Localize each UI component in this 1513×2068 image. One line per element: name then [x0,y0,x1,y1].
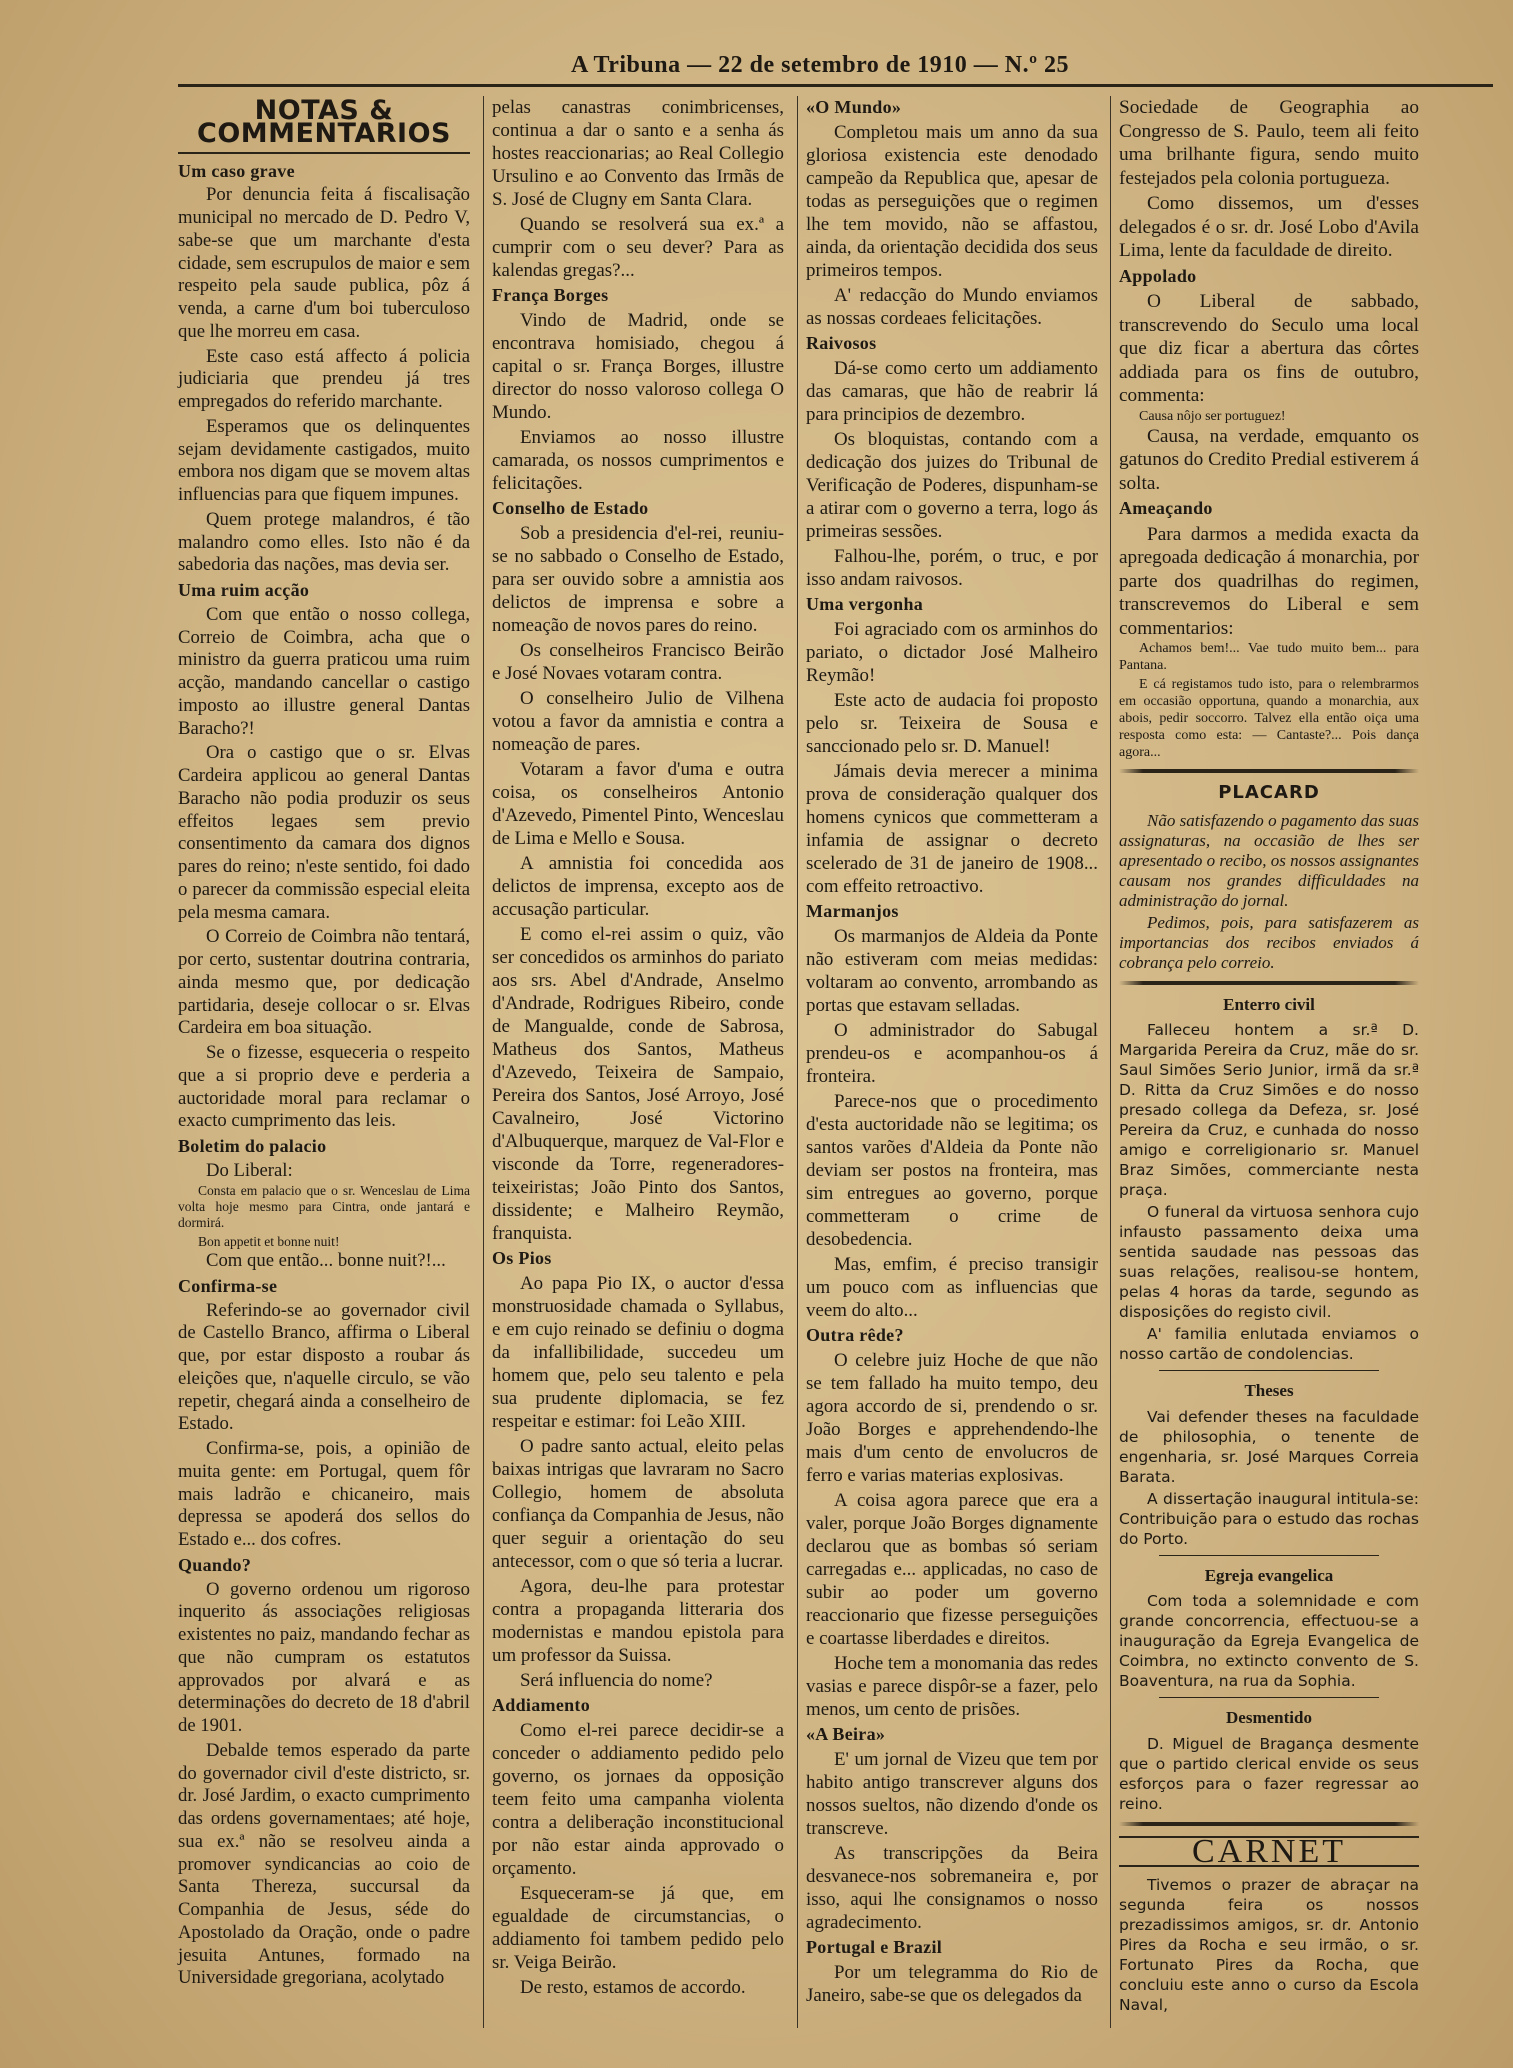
paragraph: A' redacção do Mundo enviamos as nossas cordeaes felicitações. [806,285,1098,329]
headline-uma-vergonha: Uma vergonha [806,594,924,614]
paragraph: Sociedade de Geographia ao Congresso de S. Paulo, teem ali feito uma brilhante figura, sendo muito festejados pela colonia portugueza. [1119,97,1419,189]
paragraph: Por um telegramma do Rio de Janeiro, sabe-se que os delegados da [806,1962,1098,2006]
headline-confirma-se: Confirma-se [178,1275,278,1296]
headline-egreja-evangelica: Egreja evangelica [1204,1565,1334,1585]
column-3 [806,96,1098,2007]
headline-um-caso-grave: Um caso grave [178,160,295,181]
page-header: A Tribuna — 22 de setembro de 1910 — N.º 25 [570,52,1070,78]
paragraph: Sob a presidencia d'el-rei, reuniu-se no sabbado o Conselho de Estado, para ser ouvido sobre a amnistia aos delictos de imprensa e sobre a nomeação de novos pares do reino. [492,523,784,636]
paragraph: Vai defender theses na faculdade de philosophia, o tenente de engenharia, sr. José Marques Correia Barata. [1119,1407,1419,1486]
paragraph: Com que então o nosso collega, Correio de Coimbra, acha que o ministro da guerra praticou uma ruim acção, mandando cancellar o castigo imposto ao illustre general Dantas Baracho?! [178,603,470,739]
paragraph: Com toda a solemnidade e com grande concorrencia, effectuou-se a inauguração da Egreja Evangelica de Coimbra, no extincto convento de S. Boaventura, na rua da Sophia. [1119,1592,1419,1690]
paragraph: Parece-nos que o procedimento d'esta auctoridade não se legitima; os santos varões d'Aldeia da Ponte não deviam ser postos na fronteira, mas sim entregues ao governo, porque commetteram o crime de desobedencia. [806,1091,1098,1250]
quote: Bon appetit et bonne nuit! [198,1233,340,1249]
quote-block [178,1183,470,1251]
paragraph: Vindo de Madrid, onde se encontrava homisiado, chegou á capital o sr. França Borges, illustre director do nosso valoroso collega O Mundo. [492,310,784,423]
paragraph: Como dissemos, um d'esses delegados é o sr. dr. José Lobo d'Avila Lima, lente da faculdade de direito. [1119,193,1419,261]
paragraph: Os bloquistas, contando com a dedicação dos juizes do Tribunal de Verificação de Poderes, dispunham-se a atirar com o governo a terra, logo ás primeiras sessões. [806,429,1098,542]
quote-block [1119,640,1419,761]
paragraph: O Correio de Coimbra não tentará, por certo, sustentar doutrina contraria, ainda mesmo que, por dedicação partidaria, deseje collocar o sr. Elvas Cardeira em boa situação. [178,926,470,1039]
paragraph: Falhou-lhe, porém, o truc, e por isso andam raivosos. [806,546,1098,590]
paragraph: As transcripções da Beira desvanece-nos sobremaneira e, por isso, aqui lhe consignamos o nosso agradecimento. [806,1843,1098,1933]
headline-boletim: Boletim do palacio [178,1136,327,1156]
section-title: NOTAS & COMMENTARIOS [178,100,470,154]
carnet-block [1119,1875,1419,2015]
paragraph: O Liberal de sabbado, transcrevendo do Seculo uma local que diz ficar a abertura das côrtes addiada para os fins de outubro, commenta: [1119,291,1419,406]
paragraph: Enviamos ao nosso illustre camarada, os nossos cumprimentos e felicitações. [492,427,784,494]
paragraph: Este acto de audacia foi proposto pelo sr. Teixeira de Sousa e sanccionado pelo sr. D. Manuel! [806,690,1098,757]
paragraph: Votaram a favor d'uma e outra coisa, os conselheiros Antonio d'Azevedo, Pimentel Pinto, Wenceslau de Lima e Mello e Sousa. [492,759,784,849]
paragraph: Ora o castigo que o sr. Elvas Cardeira applicou ao general Dantas Baracho não podia produzir os seus effeitos legaes sem previo consentimento da camara dos dignos pares do reino; n'este sentido, foi dado o parecer da commissão especial eleita pela mesma camara. [178,742,470,923]
divider [1159,1370,1379,1371]
column-4 [1119,96,1419,2015]
paragraph: Os marmanjos de Aldeia da Ponte não estiveram com meias medidas: voltaram ao convento, arrombando as portas que estavam selladas. [806,926,1098,1016]
paragraph: Quem protege malandros, é tão malandro como elles. Isto não é da sabedoria das nações, mas devia ser. [178,508,470,576]
headline-addiamento: Addiamento [492,1695,591,1715]
paragraph: Jámais devia merecer a minima prova de consideração qualquer dos homens cynicos que commetteram a infamia de assignar o decreto scelerado de 31 de janeiro de 1908... com effeito retroactivo. [806,761,1098,897]
quote: E cá registamos tudo isto, para o relembrarmos em occasião opportuna, quando a monarchia, aux abois, pedir soccorro. Talvez ella então oiça uma resposta como esta: — Cantaste?... Pois dança agora... [1119,677,1419,760]
paragraph: E como el-rei assim o quiz, vão ser concedidos os arminhos do pariato aos srs. Abel d'Andrade, Anselmo d'Andrade, Rodrigues Ribeiro, conde de Mangualde, conde de Sabrosa, Matheus dos Santos, Matheus d'Azevedo, Teixeira de Sampaio, Pereira dos Santos, José Arroyo, José Cavalneiro, José Victorino d'Albuquerque, marquez de Val-Flor e visconde da Torre, regeneradores-teixeiristas; João Pinto dos Santos, dissidente; e Malheiro Reymão, franquista. [492,924,784,1244]
column-1 [178,96,470,1990]
paragraph: Foi agraciado com os arminhos do pariato, o dictador José Malheiro Reymão! [806,619,1098,686]
paragraph: Será influencia do nome? [520,1670,713,1691]
column-divider [483,96,484,2028]
paragraph: Ao papa Pio IX, o auctor d'essa monstruosidade chamada o Syllabus, e em cujo reinado se definiu o dogma da infallibilidade, succedeu um homem que, pelo seu talento e pela sua prudente diplomacia, se fez respeitar e estimar: foi Leão XIII. [492,1273,784,1432]
headline-appolado: Appolado [1119,265,1197,286]
column-divider [797,96,798,2028]
paragraph: A coisa agora parece que era a valer, porque João Borges dignamente declarou que as bombas só seriam carregadas e... applicadas, no caso de subir ao poder um governo reaccionario que fizesse perseguições e coartasse liberdades e direitos. [806,1490,1098,1649]
paragraph: Tivemos o prazer de abraçar na segunda feira os nossos prezadissimos amigos, sr. dr. Antonio Pires da Rocha e seu irmão, o sr. Fortunato Pires da Rocha, que concluiu este anno o curso da Escola Naval, [1119,1876,1419,2014]
paragraph: Esperamos que os delinquentes sejam devidamente castigados, muito embora nos digam que se movem altas influencias para que fiquem impunes. [178,415,470,505]
paragraph: D. Miguel de Bragança desmente que o partido clerical envide os seus esforços para o fazer regressar ao reino. [1119,1734,1419,1813]
paragraph: pelas canastras conimbricenses, continua a dar o santo e a senha ás hostes reaccionarias; ao Real Collegio Ursulino e ao Convento das Irmãs de S. José de Clugny em Santa Clara. [492,97,784,210]
paragraph: Esqueceram-se já que, em egualdade de circumstancias, o addiamento foi tambem pedido pelo sr. Veiga Beirão. [492,1883,784,1973]
paragraph: De resto, estamos de accordo. [520,1977,746,1998]
headline-marmanjos: Marmanjos [806,901,899,921]
carnet-heading: CARNET [1119,1836,1419,1868]
paragraph: O governo ordenou um rigoroso inquerito ás associações religiosas existentes no paiz, mandando fechar as que não cumpram os estatutos approvados por alvará e as determinações do decreto de 18 d'abril de 1901. [178,1578,470,1737]
paragraph: Para darmos a medida exacta da apregoada dedicação á monarchia, por parte dos quadrilhas do regimen, transcrevemos do Liberal e sem commentarios: [1119,523,1419,639]
paragraph: Confirma-se, pois, a opinião de muita gente: em Portugal, quem fôr mais ladrão e chicaneiro, mais depressa se apoderá dos sellos do Estado e... dos cofres. [178,1438,470,1551]
paragraph: Como el-rei parece decidir-se a conceder o addiamento pedido pelo governo, os jornaes da opposição teem feito uma campanha violenta contra a deliberação inconstitucional por não estar ainda approvado o orçamento. [492,1720,784,1879]
headline-uma-ruim-accao: Uma ruim acção [178,580,310,600]
paragraph: Causa, na verdade, emquanto os gatunos do Credito Predial estiverem á solta. [1119,425,1419,494]
paragraph: Agora, deu-lhe para protestar contra a propaganda litteraria dos modernistas e mandou epistola para um professor da Suissa. [492,1576,784,1666]
paragraph: A amnistia foi concedida aos delictos de imprensa, excepto aos de accusação particular. [492,853,784,920]
quote: Achamos bem!... Vae tudo muito bem... para Pantana. [1119,641,1419,673]
paragraph: O padre santo actual, eleito pelas baixas intrigas que lavraram no Sacro Collegio, homem de absoluta confiança da Companhia de Jesus, não quer seguir a orientação do seu antecessor, com o que só teria a lucrar. [492,1436,784,1572]
headline-conselho-de-estado: Conselho de Estado [492,498,649,518]
column-2 [492,96,784,1999]
paragraph: Quando se resolverá sua ex.ª a cumprir com o seu dever? Para as kalendas gregas?... [492,214,784,281]
paragraph: E' um jornal de Vizeu que tem por habito antigo transcrever alguns dos nossos sueltos, não dizendo d'onde os transcreve. [806,1749,1098,1839]
paragraph: Mas, emfim, é preciso transigir um pouco com as influencias que veem do alto... [806,1254,1098,1321]
paragraph: O conselheiro Julio de Vilhena votou a favor da amnistia e contra a nomeação de pares. [492,688,784,755]
headline-portugal-e-brazil: Portugal e Brazil [806,1937,943,1957]
paragraph: Dá-se como certo um addiamento das camaras, que hão de reabrir lá para principios de dezembro. [806,358,1098,425]
ornamental-divider [1119,769,1419,773]
header-rule [178,84,1493,87]
paragraph: Completou mais um anno da sua gloriosa existencia este denodado campeão da Republica que, apesar de todas as perseguições que o regimen lhe tem movido, não se affastou, ainda, da orientação decidida dos seus primeiros tempos. [806,122,1098,281]
paragraph: Do Liberal: [206,1159,293,1181]
quote-block [1119,408,1419,425]
placard-title: PLACARD [1218,782,1320,803]
paragraph: O funeral da virtuosa senhora cujo infausto passamento deixa uma sentida saudade nas pessoas das suas relações, realisou-se hontem, pelas 4 horas da tarde, segundo as disposições do registo civil. [1119,1203,1419,1321]
headline-franca-borges: França Borges [492,285,609,305]
paragraph: O celebre juiz Hoche de que não se tem fallado ha muito tempo, deu agora accordo de si, prendendo o sr. João Borges e apprehendendo-lhe mais d'um cento de envolucros de ferro e varias materias explosivas. [806,1350,1098,1486]
ornamental-divider [1119,981,1419,985]
headline-enterro-civil: Enterro civil [1223,994,1315,1014]
paragraph: Se o fizesse, esqueceria o respeito que a si proprio deve e perderia a auctoridade moral para reclamar o exacto cumprimento das leis. [178,1042,470,1132]
quote: Causa nôjo ser portuguez! [1139,408,1286,424]
quote: Consta em palacio que o sr. Wenceslau de Lima volta hoje mesmo para Cintra, onde jantará e dormirá. [178,1182,470,1231]
paragraph: Falleceu hontem a sr.ª D. Margarida Pereira da Cruz, mãe do sr. Saul Simões Serio Junior, irmã da sr.ª D. Ritta da Cruz Simões e do nosso presado collega da Defeza, sr. José Pereira da Cruz, e cunhada do nosso amigo e correligionario sr. Manuel Braz Simões, commerciante nesta praça. [1119,1021,1419,1199]
paragraph: Pedimos, pois, para satisfazerem as importancias dos recibos enviados á cobrança pelo correio. [1119,912,1419,972]
paragraph: Com que então... bonne nuit?!... [206,1250,446,1272]
ornamental-divider [1119,1822,1419,1826]
column-divider [1110,96,1111,2028]
headline-a-beira: «A Beira» [806,1724,886,1744]
divider [1159,1697,1379,1698]
headline-theses: Theses [1244,1381,1294,1400]
placard-notice [1119,811,1419,973]
notices-block [1119,993,1419,1814]
paragraph: Debalde temos esperado da parte do governador civil d'este districto, sr. dr. José Jardim, o exacto cumprimento das ordens governamentaes; até hoje, sua ex.ª não se resolveu ainda a promover syndicancias ao coio de Santa Thereza, succursal da Companhia de Jesus, séde do Apostolado da Oração, onde o padre jesuita Antunes, formado na Universidade gregoriana, acolytado [178,1739,470,1989]
paragraph: Este caso está affecto á policia judiciaria que prendeu já tres empregados do referido marchante. [178,345,470,412]
paragraph: A' familia enlutada enviamos o nosso cartão de condolencias. [1119,1325,1419,1363]
paragraph: Referindo-se ao governador civil de Castello Branco, affirma o Liberal que, por estar disposto a roubar ás eleições que, n'aquelle circulo, se vão repetir, chegará ainda a conselheiro de Estado. [178,1299,470,1435]
paragraph: Hoche tem a monomania das redes vasias e parece dispôr-se a fazer, pelo menos, um cento de prisões. [806,1653,1098,1720]
headline-ameacando: Ameaçando [1119,498,1213,518]
paragraph: Os conselheiros Francisco Beirão e José Novaes votaram contra. [492,640,784,684]
paragraph: O administrador do Sabugal prendeu-os e acompanhou-os á fronteira. [806,1020,1098,1087]
paragraph: Por denuncia feita á fiscalisação municipal no mercado de D. Pedro V, sabe-se que um marchante d'esta cidade, sem escrupulos de maior e sem respeito pela saude publica, pôz á venda, a carne d'um boi tuberculoso que lhe morreu em casa. [178,184,470,342]
headline-os-pios: Os Pios [492,1248,552,1268]
divider [1159,1555,1379,1556]
paragraph: A dissertação inaugural intitula-se: Contribuição para o estudo das rochas do Porto. [1119,1489,1419,1548]
headline-o-mundo: «O Mundo» [806,97,902,117]
headline-outra-rede: Outra rêde? [806,1325,904,1345]
paragraph: Não satisfazendo o pagamento das suas assignaturas, na occasião de lhes ser apresentado o recibo, os nossos assignantes causam nos grandes difficuldades na administração do jornal. [1119,810,1420,910]
headline-raivosos: Raivosos [806,333,877,353]
headline-desmentido: Desmentido [1226,1708,1312,1727]
headline-quando: Quando? [178,1554,252,1575]
